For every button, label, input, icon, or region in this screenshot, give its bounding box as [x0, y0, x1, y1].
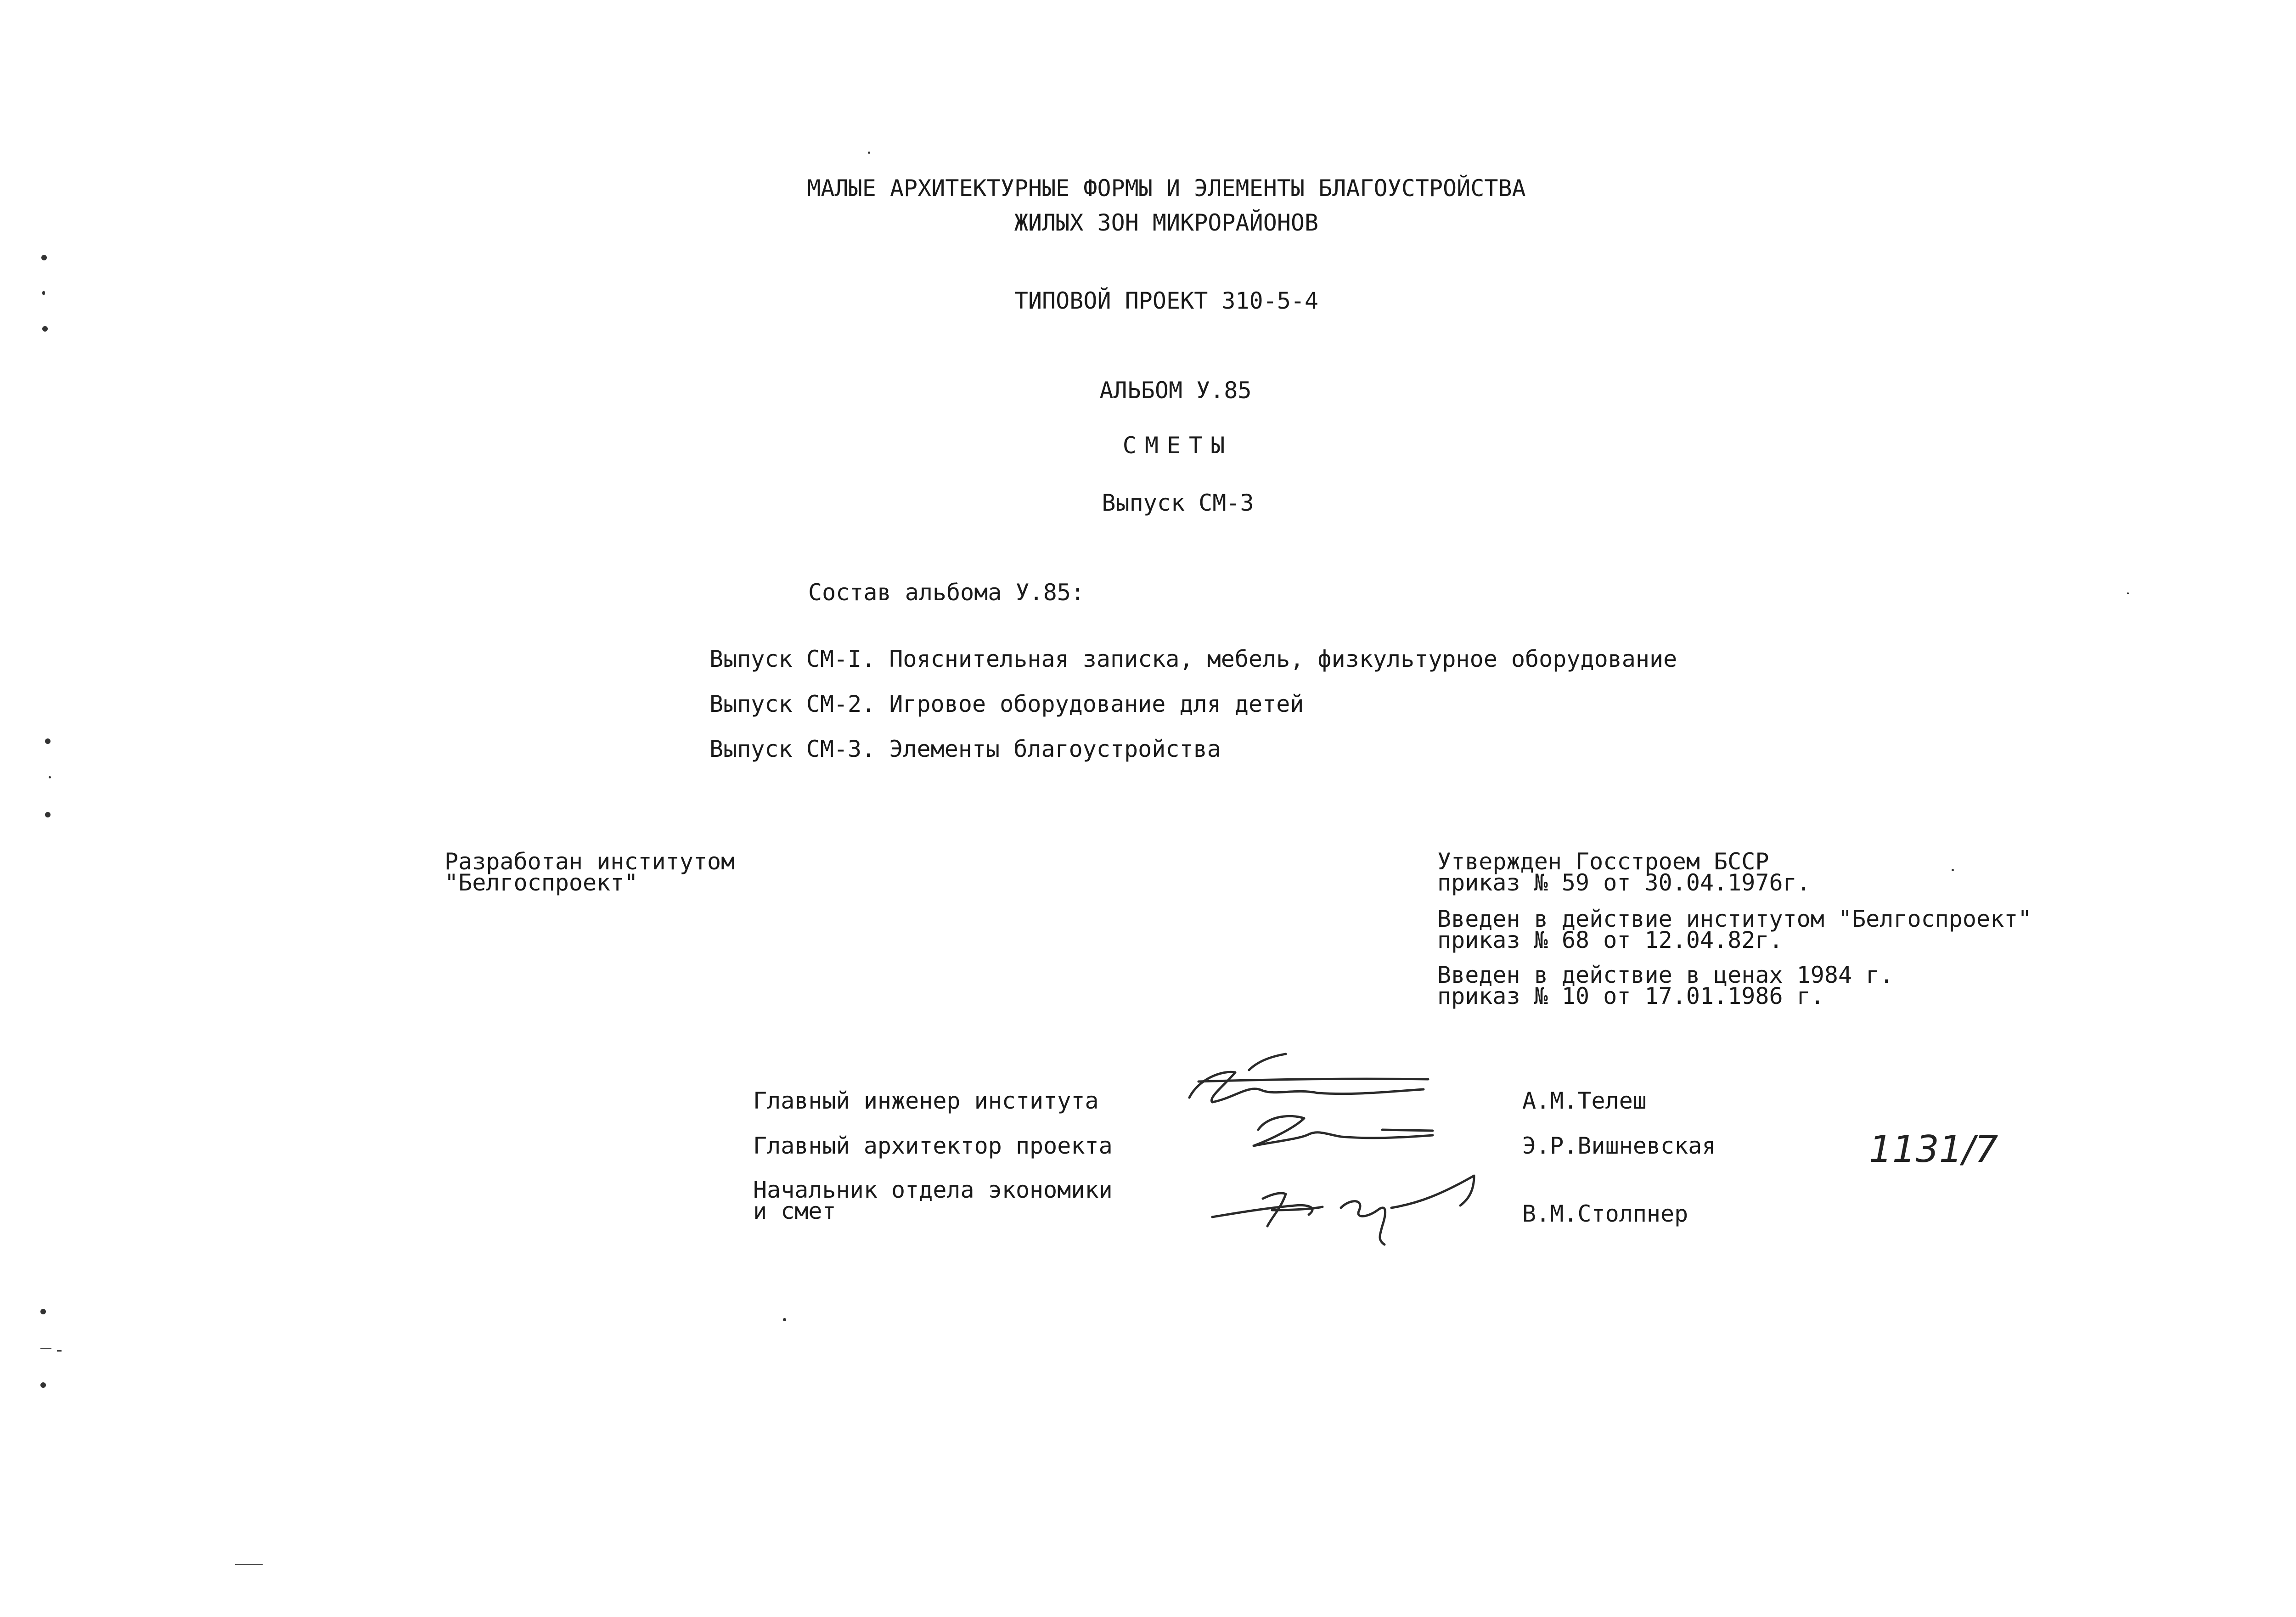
contents-item: Выпуск СМ-I. Пояснительная записка, мебель, физкультурное оборудование [709, 646, 1677, 672]
title-line-1: МАЛЫЕ АРХИТЕКТУРНЫЕ ФОРМЫ И ЭЛЕМЕНТЫ БЛАГОУСТРОЙСТВА [807, 175, 1526, 202]
scan-mark [57, 1350, 62, 1352]
scan-speck [42, 291, 45, 295]
approval-line-1: Утвержден Госстроем БССР [1437, 848, 1769, 875]
scan-speck [783, 1318, 786, 1321]
scan-speck [41, 255, 47, 260]
developer-line-1: Разработан институтом [445, 848, 735, 875]
approval-line-1: Введен в действие институтом "Белгоспроект" [1437, 906, 2032, 932]
approval-block [1437, 908, 2032, 951]
signatory-role-line-1: Начальник отдела экономики [753, 1177, 1113, 1203]
signatory-name: А.М.Телеш [1522, 1087, 1647, 1114]
signatory-role: Главный инженер института [753, 1087, 1099, 1114]
svg-text:1131/7: 1131/7 [1869, 1128, 1998, 1171]
approval-line-2: приказ № 10 от 17.01.1986 г. [1437, 983, 1824, 1009]
scan-speck [40, 1382, 46, 1388]
issue-title: Выпуск СМ-3 [1102, 490, 1254, 516]
scan-mark [235, 1564, 263, 1565]
scan-speck [45, 812, 51, 817]
project-number: ТИПОВОЙ ПРОЕКТ 310-5-4 [1014, 287, 1319, 314]
title-line-2: ЖИЛЫХ ЗОН МИКРОРАЙОНОВ [1014, 209, 1319, 236]
developer-block [445, 848, 735, 896]
signature-head-economics [1203, 1166, 1488, 1258]
signature-chief-architect [1240, 1102, 1442, 1157]
scan-speck [2127, 592, 2129, 594]
approval-line-2: приказ № 59 от 30.04.1976г. [1437, 869, 1811, 896]
signatory-role-line-2: и смет [753, 1198, 836, 1224]
scan-speck [49, 776, 51, 778]
contents-item: Выпуск СМ-3. Элементы благоустройства [709, 736, 1221, 762]
approval-block [1437, 964, 1893, 1007]
scan-speck [40, 1309, 46, 1314]
approval-block [1437, 848, 1811, 896]
album-title: АЛЬБОМ У.85 [1099, 377, 1252, 404]
signatory-role [753, 1179, 1113, 1222]
signatory-name: Э.Р.Вишневская [1522, 1132, 1716, 1159]
signatory-name: В.М.Столпнер [1522, 1200, 1688, 1227]
contents-item: Выпуск СМ-2. Игровое оборудование для детей [709, 691, 1304, 717]
scan-speck [42, 326, 48, 332]
developer-line-2: "Белгоспроект" [445, 869, 638, 896]
section-title: СМЕТЫ [1122, 432, 1233, 459]
scan-mark [40, 1348, 51, 1349]
contents-heading: Состав альбома У.85: [808, 579, 1085, 606]
scan-speck [1952, 869, 1954, 871]
approval-line-1: Введен в действие в ценах 1984 г. [1437, 962, 1894, 988]
archive-number-handwritten [1864, 1121, 1998, 1194]
approval-line-2: приказ № 68 от 12.04.82г. [1437, 927, 1783, 953]
scan-speck [45, 738, 51, 744]
signatory-role: Главный архитектор проекта [753, 1132, 1113, 1159]
scan-speck [868, 152, 870, 154]
